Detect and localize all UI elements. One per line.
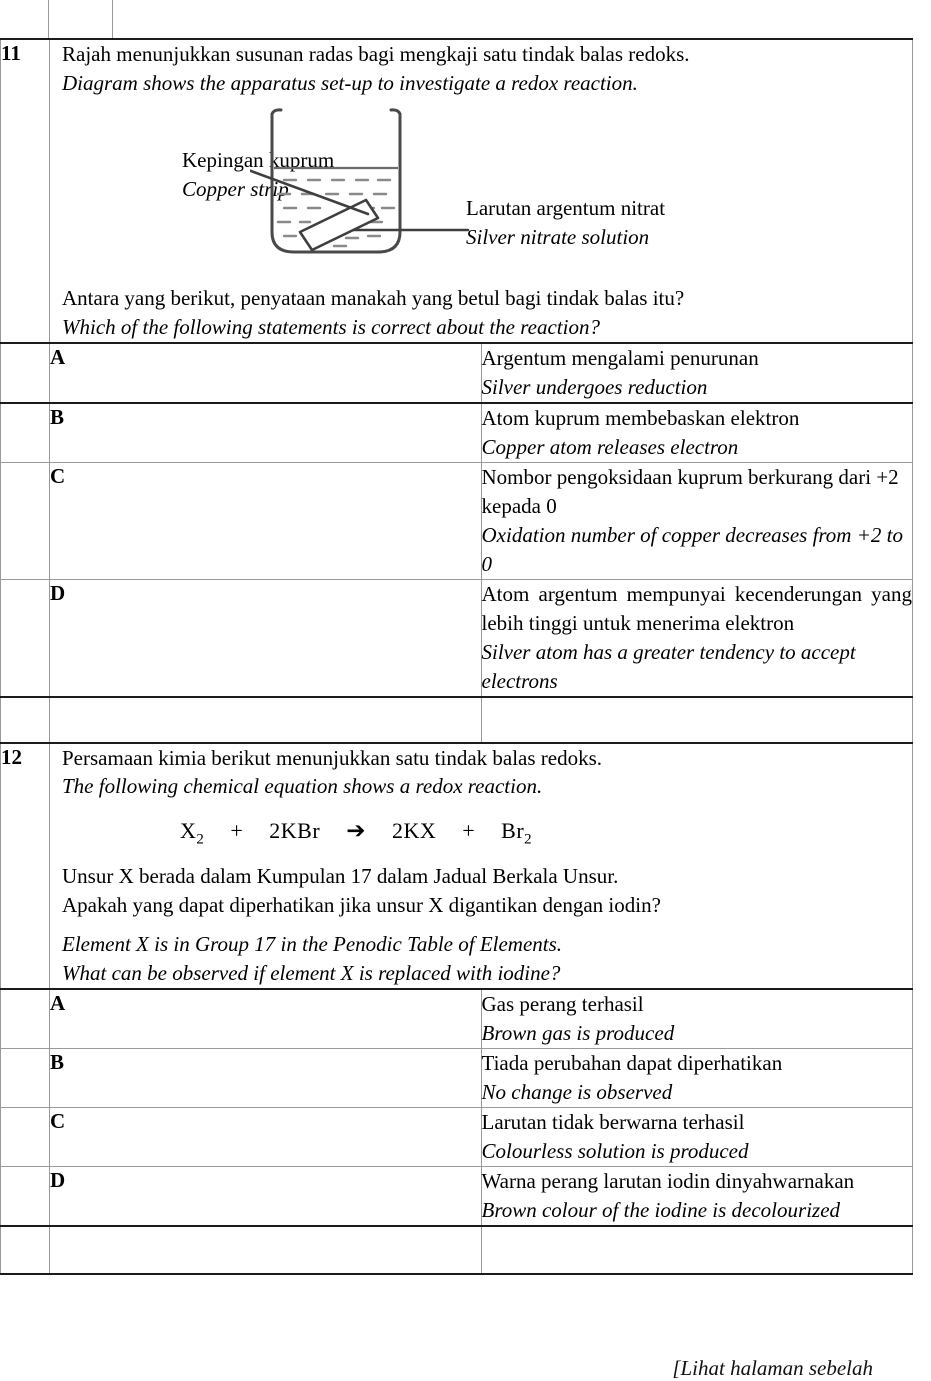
option-letter-11-d: D	[50, 579, 482, 696]
copper-strip-label-ms: Kepingan kuprum	[182, 147, 335, 172]
equation-product-2-subscript: 2	[524, 831, 533, 848]
option-en-12-a: Brown gas is produced	[481, 1021, 675, 1046]
option-ms-12-b: Tiada perubahan dapat diperhatikan	[481, 1051, 783, 1076]
page-footer-note: [Lihat halaman sebelah	[672, 1356, 873, 1380]
grid-vline-1	[48, 0, 49, 38]
silver-nitrate-label	[466, 194, 665, 252]
option-row-12-d[interactable]	[1, 1167, 913, 1226]
question-stem-12	[50, 743, 913, 990]
spacer-num-cell	[1, 462, 50, 579]
option-letter-12-c: C	[50, 1108, 482, 1167]
option-row-12-c[interactable]	[1, 1108, 913, 1167]
spacer-num-cell	[1, 1049, 50, 1108]
option-letter-11-c: C	[50, 462, 482, 579]
option-en-12-b: No change is observed	[481, 1080, 673, 1105]
option-row-12-a[interactable]	[1, 989, 913, 1048]
option-text-12-a	[481, 989, 913, 1048]
chemical-equation	[62, 815, 912, 850]
option-en-11-d: Silver atom has a greater tendency to accept electrons	[481, 639, 856, 693]
spacer-num-cell	[1, 989, 50, 1048]
equation-reactant-1-subscript: 2	[196, 831, 205, 848]
option-ms-11-b: Atom kuprum membebaskan elektron	[481, 405, 800, 430]
option-ms-11-c: Nombor pengoksidaan kuprum berkurang dari +2 kepada 0	[481, 464, 899, 518]
question-number-12: 12	[1, 743, 50, 990]
silver-nitrate-label-ms: Larutan argentum nitrat	[466, 195, 666, 220]
option-row-12-b[interactable]	[1, 1049, 913, 1108]
lead-ms-11: Antara yang berikut, penyataan manakah yang betul bagi tindak balas itu?	[62, 285, 685, 310]
spacer-row-between-questions	[1, 697, 913, 743]
option-ms-11-d: Atom argentum mempunyai kecenderungan yang lebih tinggi untuk menerima elektron	[481, 581, 912, 635]
lead-en-12-line1: Element X is in Group 17 in the Penodic Table of Elements.	[62, 932, 563, 957]
option-text-11-d	[481, 579, 913, 696]
option-row-11-c[interactable]	[1, 462, 913, 579]
spacer-body-cell	[481, 697, 913, 743]
option-letter-12-b: B	[50, 1049, 482, 1108]
question-lead-11	[62, 284, 912, 342]
beaker-illustration	[250, 106, 480, 276]
spacer-num-cell	[1, 1167, 50, 1226]
option-en-11-c: Oxidation number of copper decreases from +2 to 0	[481, 522, 903, 576]
option-en-11-b: Copper atom releases electron	[481, 434, 739, 459]
option-ms-12-d: Warna perang larutan iodin dinyahwarnakan	[481, 1169, 855, 1194]
question-row-11	[1, 39, 913, 343]
spacer-letter-cell	[50, 697, 482, 743]
lead-ms-12-line2: Apakah yang dapat diperhatikan jika unsur X digantikan dengan iodin?	[62, 893, 661, 918]
equation-plus-1: +	[230, 818, 244, 844]
silver-nitrate-label-en: Silver nitrate solution	[466, 224, 650, 249]
option-text-11-c	[481, 462, 913, 579]
spacer-row-trailing	[1, 1226, 913, 1274]
question-number-11: 11	[1, 39, 50, 343]
option-en-11-a: Silver undergoes reduction	[481, 374, 708, 399]
stem-en-12: The following chemical equation shows a redox reaction.	[62, 774, 543, 799]
spacer-num-cell	[1, 579, 50, 696]
spacer-num-cell	[1, 343, 50, 403]
stem-ms-12: Persamaan kimia berikut menunjukkan satu tindak balas redoks.	[62, 745, 603, 770]
lead-ms-12-line1: Unsur X berada dalam Kumpulan 17 dalam Jadual Berkala Unsur.	[62, 864, 619, 889]
equation-arrow-icon: ➔	[346, 818, 366, 844]
option-ms-12-c: Larutan tidak berwarna terhasil	[481, 1110, 745, 1135]
stem-en-11: Diagram shows the apparatus set-up to investigate a redox reaction.	[62, 70, 638, 95]
spacer-letter-cell	[50, 1226, 482, 1274]
paragraph-gap	[62, 920, 912, 930]
option-letter-12-d: D	[50, 1167, 482, 1226]
option-letter-12-a: A	[50, 989, 482, 1048]
equation-plus-2: +	[462, 818, 476, 844]
option-text-12-b	[481, 1049, 913, 1108]
equation-reactant-2: 2KBr	[269, 818, 321, 844]
equation-reactant-1: $X_2$	[180, 818, 205, 848]
option-row-11-d[interactable]	[1, 579, 913, 696]
stem-ms-11: Rajah menunjukkan susunan radas bagi mengkaji satu tindak balas redoks.	[62, 42, 690, 66]
option-letter-11-a: A	[50, 343, 482, 403]
apparatus-diagram	[62, 106, 912, 284]
option-text-12-d	[481, 1167, 913, 1226]
lead-en-11: Which of the following statements is correct about the reaction?	[62, 314, 600, 339]
spacer-num-cell	[1, 1108, 50, 1167]
lead-en-12-line2: What can be observed if element X is replaced with iodine?	[62, 961, 561, 986]
spacer-num-cell	[1, 697, 50, 743]
option-text-11-b	[481, 403, 913, 462]
option-text-12-c	[481, 1108, 913, 1167]
spacer-num-cell	[1, 403, 50, 462]
option-en-12-d: Brown colour of the iodine is decolourized	[481, 1198, 841, 1223]
option-letter-11-b: B	[50, 403, 482, 462]
question-stem-11	[50, 39, 913, 343]
spacer-body-cell	[481, 1226, 913, 1274]
copper-strip-label-en: Copper strip	[182, 176, 289, 201]
copper-strip-leader-line	[250, 164, 368, 214]
option-ms-11-a: Argentum mengalami penurunan	[481, 345, 759, 370]
spacer-num-cell	[1, 1226, 50, 1274]
option-ms-12-a: Gas perang terhasil	[481, 992, 644, 1017]
questions-table	[0, 38, 913, 1275]
option-row-11-a[interactable]	[1, 343, 913, 403]
option-row-11-b[interactable]	[1, 403, 913, 462]
equation-product-2: $Br_2$	[501, 818, 533, 848]
question-row-12	[1, 743, 913, 990]
equation-product-1: 2KX	[391, 818, 437, 844]
option-text-11-a	[481, 343, 913, 403]
option-en-12-c: Colourless solution is produced	[481, 1139, 749, 1164]
grid-vline-2	[112, 0, 113, 38]
table-top-stub	[0, 0, 913, 38]
